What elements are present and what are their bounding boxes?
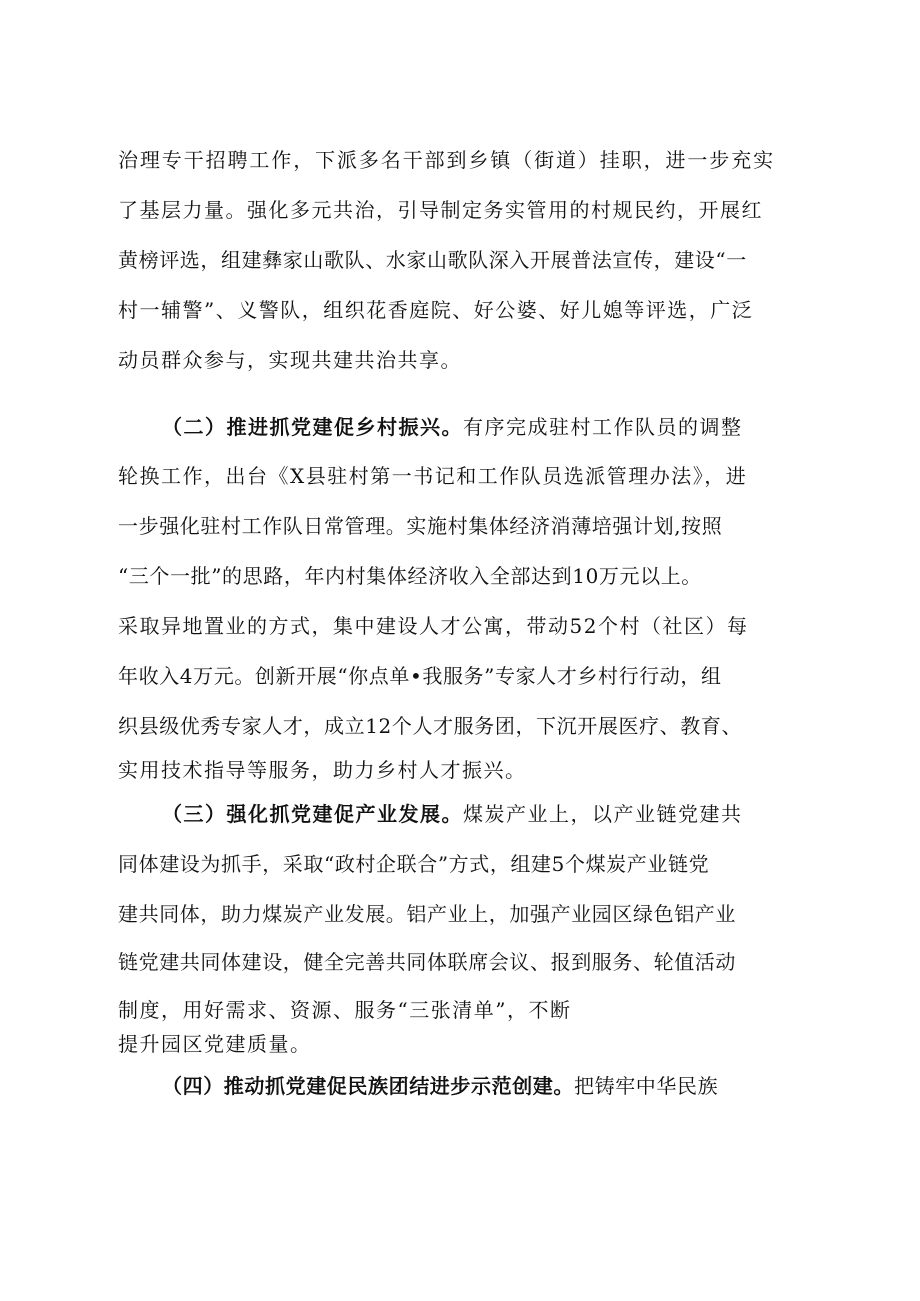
body-text-line: 一步强化驻村工作队日常管理。实施村集体经济消薄培强计划,按照: [118, 514, 723, 538]
body-text-line: 提升园区党建质量。: [118, 1032, 312, 1056]
body-text-line: 动员群众参与，实现共建共治共享。: [118, 348, 462, 372]
section-2-heading: （二）推进抓党建促乡村振兴。: [162, 415, 463, 439]
body-text-line: 同体建设为抓手，采取“政村企联合”方式，组建5个煤炭产业链党: [118, 852, 710, 876]
body-text-line: 织县级优秀专家人才，成立12个人才服务团，下沉开展医疗、教育、: [118, 714, 743, 738]
body-text-line: 了基层力量。强化多元共治，引导制定务实管用的村规民约，开展红: [118, 198, 763, 222]
body-text-line: 制度，用好需求、资源、服务“三张清单”，不断: [118, 998, 572, 1022]
body-text-line: 轮换工作，出台《X县驻村第一书记和工作队员选派管理办法》，进: [118, 464, 748, 488]
body-text-line: 采取异地置业的方式，集中建设人才公寓，带动52个村（社区）每: [118, 614, 749, 638]
section-2-text: 有序完成驻村工作队员的调整: [463, 415, 743, 439]
body-text-line: 建共同体，助力煤炭产业发展。铝产业上，加强产业园区绿色铝产业: [118, 902, 736, 926]
section-2-first-line: [162, 413, 818, 441]
body-text-line: 黄榜评选，组建彝家山歌队、水家山歌队深入开展普法宣传，建设“一: [118, 248, 747, 272]
body-text-line: 年收入4万元。创新开展“你点单•我服务”专家人才乡村行行动，组: [118, 664, 722, 688]
body-text-line: 村一辅警”、义警队，组织花香庭院、好公婆、好儿媳等评选，广泛: [118, 298, 754, 322]
body-text-line: 实用技术指导等服务，助力乡村人才振兴。: [118, 758, 527, 782]
section-4-first-line: [162, 1072, 818, 1100]
section-4-text: 把铸牢中华民族: [574, 1074, 719, 1098]
section-4-heading: （四）推动抓党建促民族团结进步示范创建。: [162, 1074, 574, 1098]
section-3-first-line: [162, 800, 818, 828]
body-text-line: 链党建共同体建设，健全完善共同体联席会议、报到服务、轮值活动: [118, 950, 736, 974]
body-text-line: 治理专干招聘工作，下派多名干部到乡镇（街道）挂职，进一步充实: [118, 148, 775, 172]
section-3-text: 煤炭产业上，以产业链党建共: [463, 802, 743, 826]
body-text-line: “三个一批”的思路，年内村集体经济收入全部达到10万元以上。: [118, 564, 702, 588]
section-3-heading: （三）强化抓党建促产业发展。: [162, 802, 463, 826]
